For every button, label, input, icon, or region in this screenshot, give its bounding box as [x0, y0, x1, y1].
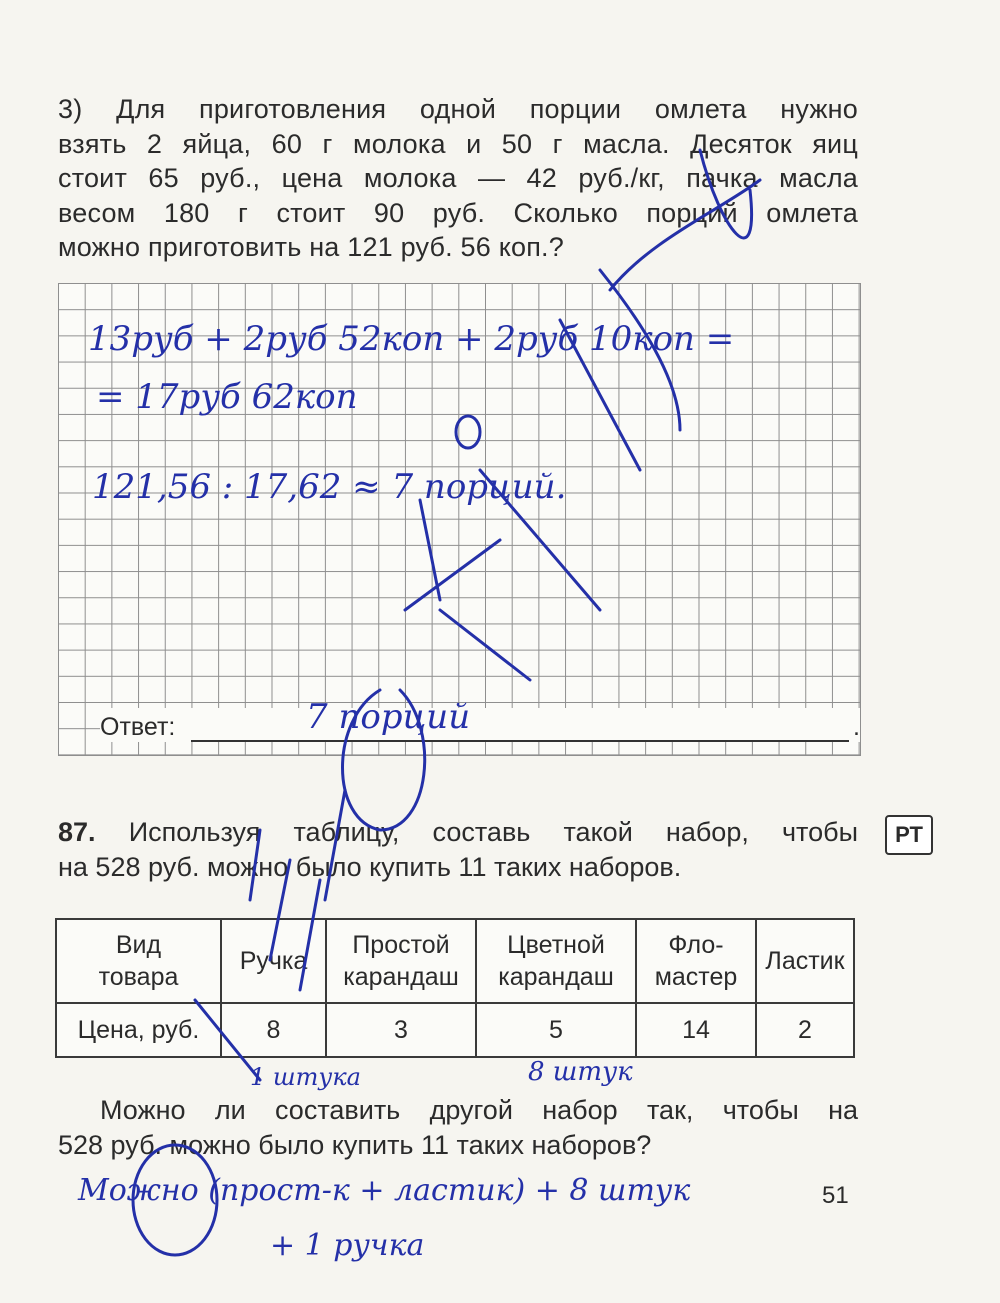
item-name-line-1: Простой [352, 931, 450, 959]
header-label-cell [56, 919, 221, 1003]
table-header-row [56, 919, 854, 1003]
problem-line: стоит 65 руб., цена молока — 42 руб./кг, пачка масла [58, 163, 858, 193]
handwritten-note-pen: 1 штука [250, 1063, 361, 1091]
answer-period: . [853, 713, 860, 741]
problem-line: взять 2 яйца, 60 г молока и 50 г масла. Десяток яиц [58, 128, 858, 159]
header-label-line-2: товара [98, 963, 179, 991]
problem-line: весом 180 г стоит 90 руб. Сколько порций омлета [58, 197, 858, 228]
price-label-cell: Цена, руб. [56, 1003, 221, 1057]
problem-line: 3) Для приготовления одной порции омлета нужно [58, 94, 858, 124]
task-87-line-1-text: Используя таблицу, составь такой набор, чтобы [128, 817, 858, 847]
task-87-text [58, 815, 858, 884]
answer-line[interactable] [191, 714, 849, 742]
item-name-line-2: мастер [654, 963, 738, 991]
question-line-1: Можно ли составить другой набор так, чтобы на [100, 1095, 858, 1125]
task-number: 87. [58, 817, 96, 847]
item-name-line-1: Цветной [507, 931, 605, 959]
header-cell-pen [221, 919, 326, 1003]
problem-3-text [58, 92, 858, 265]
item-name: Ластик [765, 947, 845, 975]
question-line-2: 528 руб. можно было купить 11 таких наборов? [58, 1129, 652, 1160]
handwritten-possible-1: Можно (прост-к + ластик) + 8 штук [78, 1173, 691, 1208]
handwritten-note-colored: 8 штук [528, 1057, 633, 1087]
handwritten-line-2: = 17руб 62коп [96, 377, 358, 417]
handwritten-possible-2: + 1 ручка [270, 1228, 425, 1263]
header-cell-colored-pencil [476, 919, 636, 1003]
answer-label: Ответ: [100, 713, 176, 741]
answer-row [100, 708, 860, 742]
header-cell-pencil [326, 919, 476, 1003]
task-87-line-2: на 528 руб. можно было купить 11 таких наборов. [58, 851, 682, 882]
table-price-row [56, 1003, 854, 1057]
squared-grid [58, 283, 861, 756]
header-cell-marker [636, 919, 756, 1003]
item-name-line-2: карандаш [498, 963, 614, 991]
price-cell: 3 [326, 1003, 476, 1057]
header-label-line-1: Вид [115, 931, 162, 959]
task-87-line-1 [58, 815, 858, 850]
item-name: Ручка [239, 947, 308, 975]
handwritten-line-3: 121,56 : 17,62 ≈ 7 порций. [92, 467, 567, 507]
price-cell: 8 [221, 1003, 326, 1057]
page-number: 51 [822, 1182, 849, 1209]
handwritten-answer: 7 порций [306, 697, 471, 737]
follow-up-question [58, 1093, 858, 1162]
item-name-line-2: карандаш [343, 963, 459, 991]
price-table [55, 918, 855, 1058]
rt-badge: РТ [885, 815, 933, 855]
price-cell: 14 [636, 1003, 756, 1057]
price-cell: 5 [476, 1003, 636, 1057]
header-cell-eraser [756, 919, 854, 1003]
handwritten-line-1: 13руб + 2руб 52коп + 2руб 10коп = [88, 319, 735, 359]
problem-line: можно приготовить на 121 руб. 56 коп.? [58, 232, 564, 262]
price-cell: 2 [756, 1003, 854, 1057]
item-name-line-1: Фло- [668, 931, 724, 959]
